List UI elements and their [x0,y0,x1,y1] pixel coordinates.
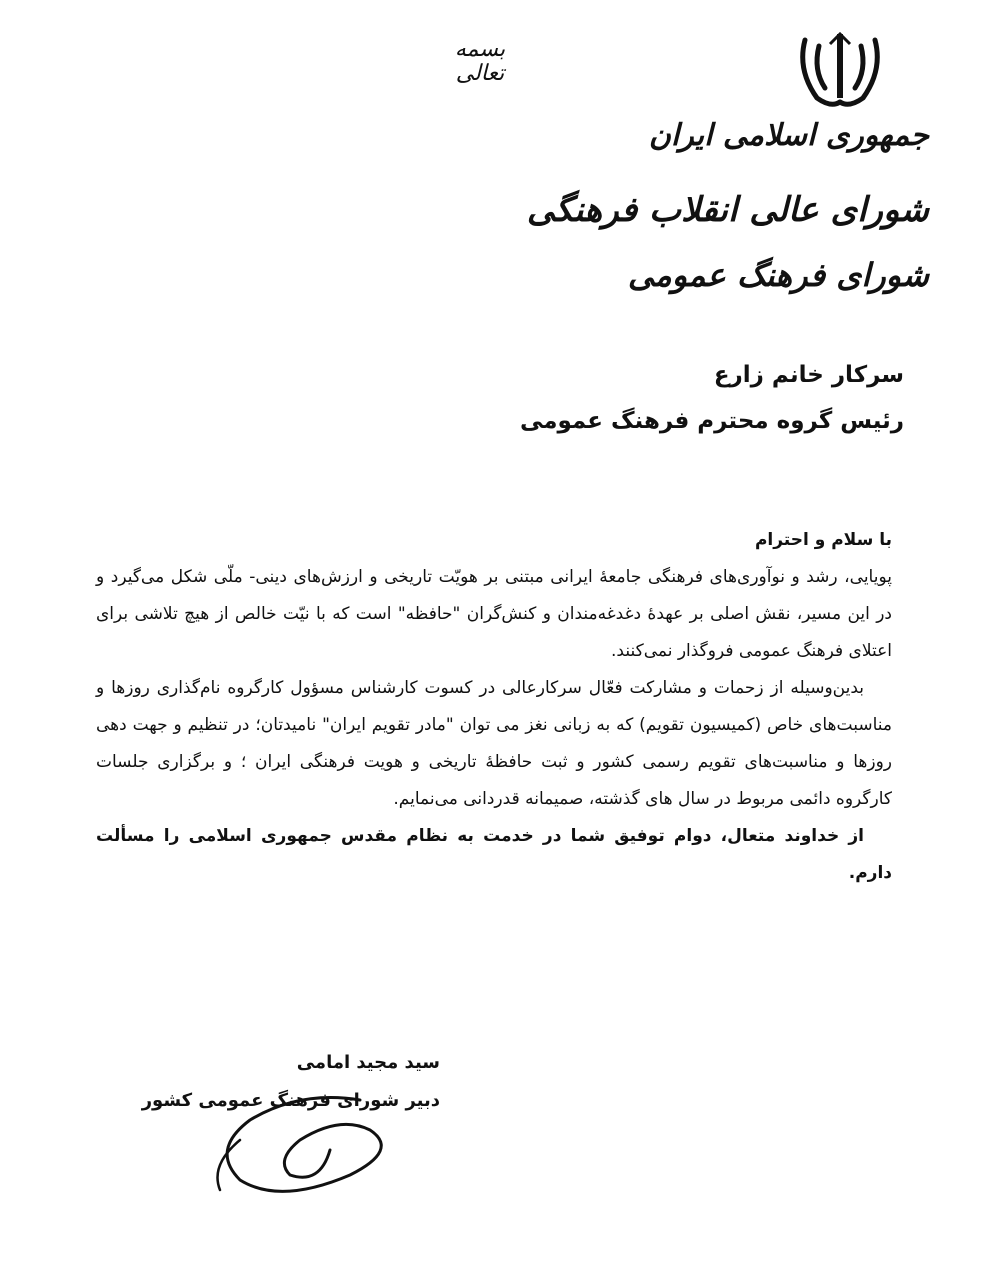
country-heading: جمهوری اسلامی ایران [648,118,929,153]
handwritten-signature [180,1080,420,1210]
paragraph-1: پویایی، رشد و نوآوری‌های فرهنگی جامعهٔ ایرانی مبتنی بر هویّت تاریخی و ارزش‌های دینی- ملّی شکل می‌گیرد و در این مسیر، نقش اصلی بر عهدهٔ دغدغه‌مندان و کنش‌گران "حافظه" است که با نیّت خالص از هیچ تلاشی برای اعتلای فرهنگ عمومی فروگذار نمی‌کنند. [96,567,892,661]
signature-block [140,1040,440,1210]
iran-emblem-icon [795,30,885,112]
signer-name: سید مجید امامی [296,1052,440,1073]
sub-council-heading: شورای فرهنگ عمومی [627,256,929,294]
recipient-name: سرکار خانم زارع [713,362,904,388]
council-heading: شورای عالی انقلاب فرهنگی [526,190,929,230]
signer-title: دبیر شورای فرهنگ عمومی کشور [141,1090,440,1111]
salutation: با سلام و احترام [754,530,892,550]
paragraph-2: بدین‌وسیله از زحمات و مشارکت فعّال سرکارعالی در کسوت کارشناس مسؤول کارگروه نام‌گذاری روزها و مناسبت‌های خاص (کمیسیون تقویم) که به زبانی نغز می توان "مادر تقویم ایران" نامیدتان؛ در تنظیم و جهت دهی روزها و مناسبت‌های تقویم رسمی کشور و ثبت حافظهٔ تاریخی و هویت فرهنگی ایران ؛ و برگزاری جلسات کارگروه دائمی مربوط در سال های گذشته، صمیمانه قدردانی می‌نمایم. [96,678,892,809]
recipient-title: رئیس گروه محترم فرهنگ عمومی [519,408,904,434]
closing-sentence: از خداوند متعال، دوام توفیق شما در خدمت به نظام مقدس جمهوری اسلامی را مسألت دارم. [96,826,892,883]
invocation-text: بسمه تعالی [454,37,506,86]
letter-body [96,522,892,892]
